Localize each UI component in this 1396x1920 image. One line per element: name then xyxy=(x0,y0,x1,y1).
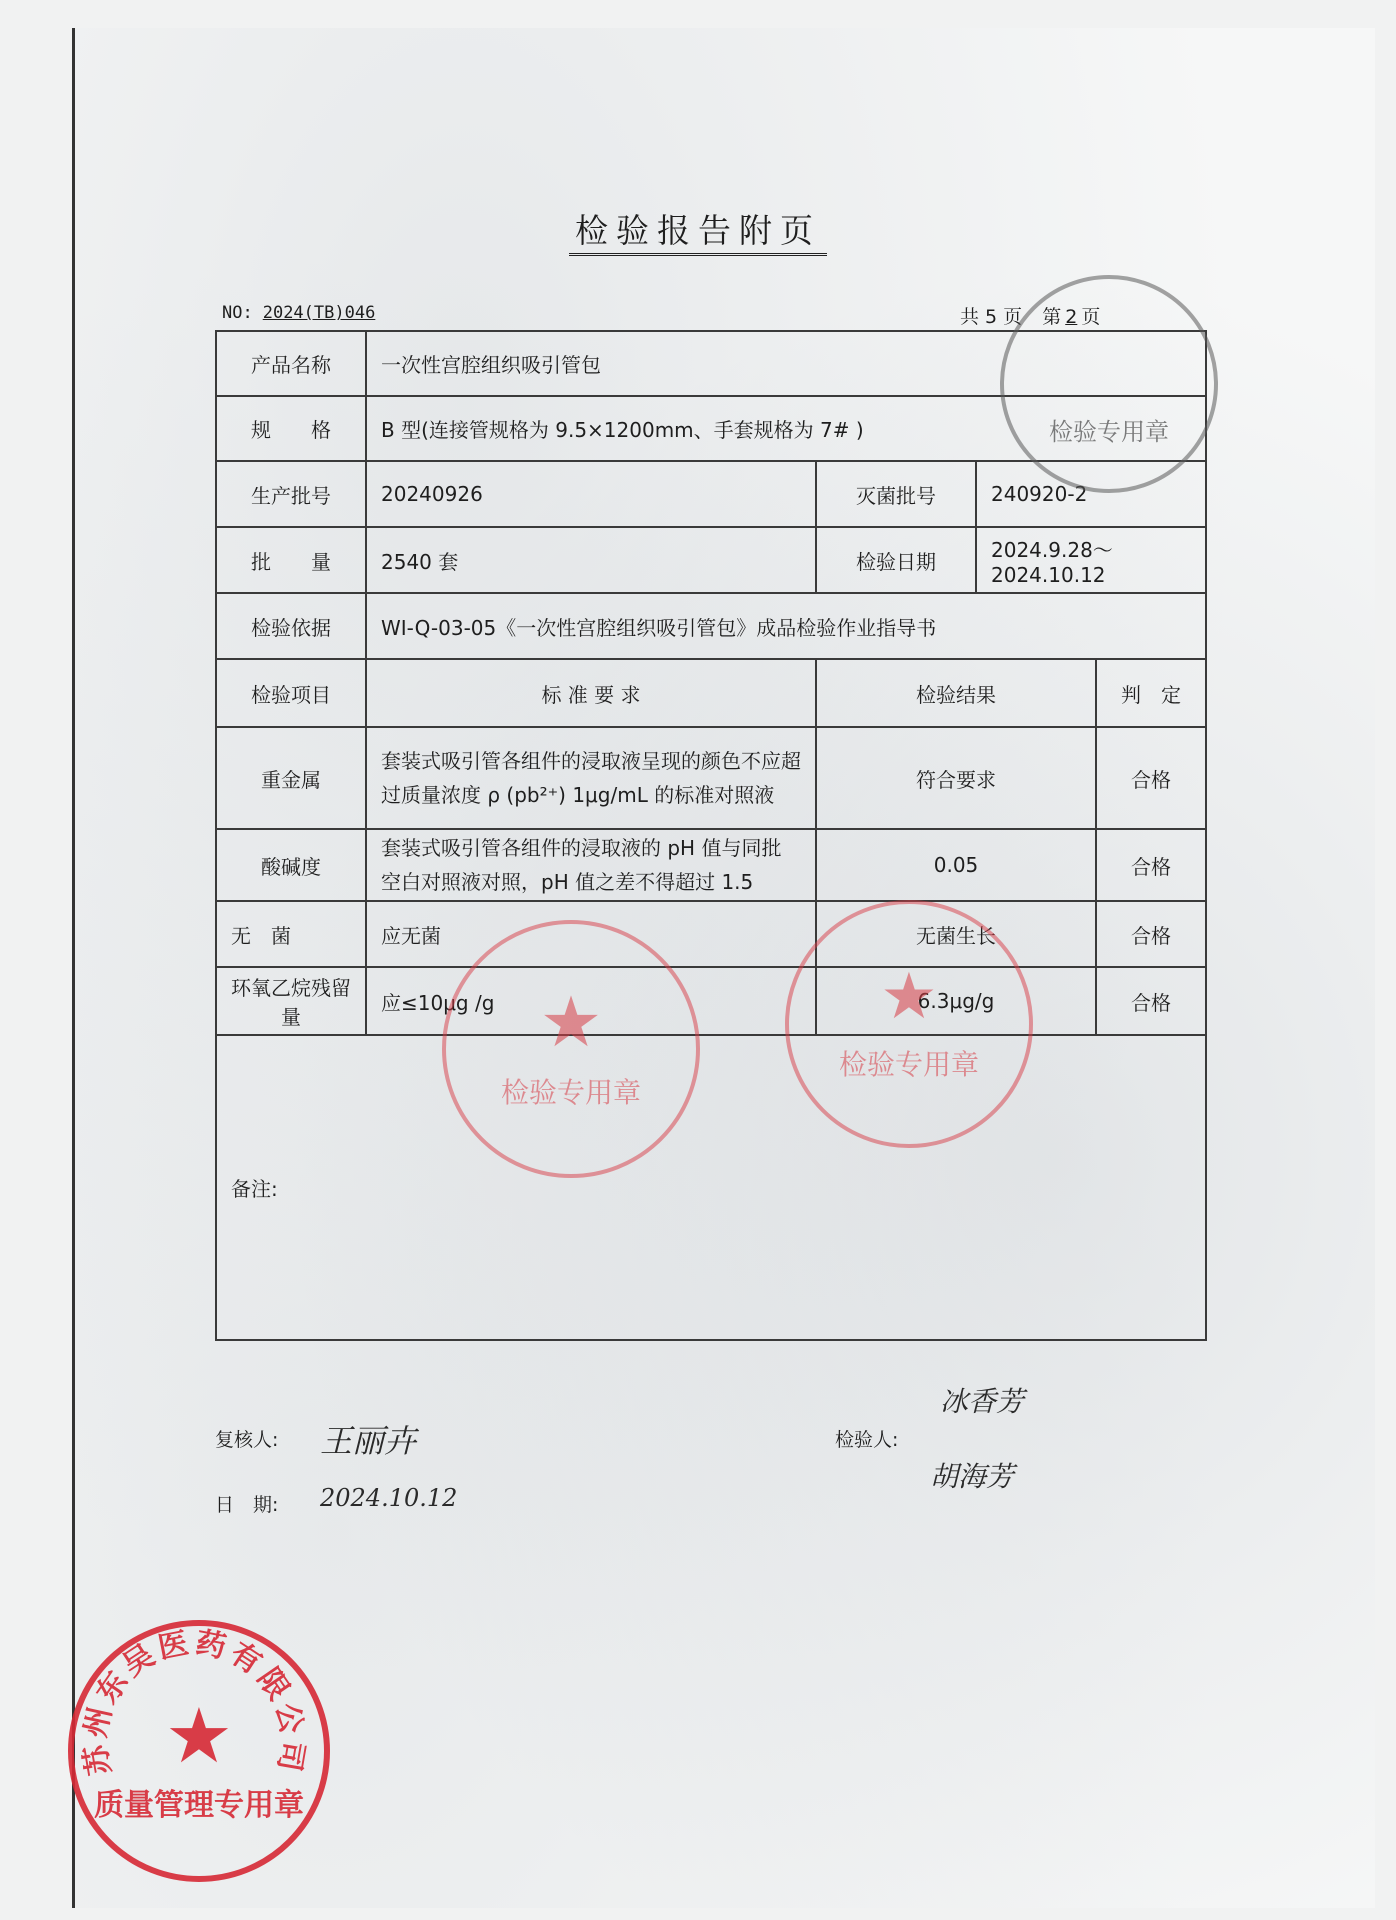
company-quality-seal xyxy=(68,1620,330,1882)
seal-company-name: 苏州东吴医药有限公司 xyxy=(77,1625,311,1778)
sterile-lot-value: 240920-2 xyxy=(976,461,1206,527)
results-header-row xyxy=(216,659,1206,727)
basis-label: 检验依据 xyxy=(216,593,366,659)
remark-label: 备注: xyxy=(216,1035,1206,1340)
requirement-cell: 应≤10μg /g xyxy=(366,967,816,1035)
lot-value: 20240926 xyxy=(366,461,816,527)
row-basis xyxy=(216,593,1206,659)
verdict-cell: 合格 xyxy=(1096,727,1206,829)
spec-value: B 型(连接管规格为 9.5×1200mm、手套规格为 7# ) xyxy=(366,396,1206,461)
seal-purpose: 质量管理专用章 xyxy=(94,1788,304,1823)
spec-label: 规 格 xyxy=(216,396,366,461)
table-row xyxy=(216,901,1206,967)
item-cell: 环氧乙烷残留量 xyxy=(216,967,366,1035)
page-title: 检验报告附页 xyxy=(0,205,1396,252)
reviewer-signature: 王丽卉 xyxy=(320,1422,417,1460)
remark-row xyxy=(216,1035,1206,1340)
product-name-label: 产品名称 xyxy=(216,331,366,396)
quantity-value: 2540 套 xyxy=(366,527,816,593)
inspection-seal-left: ★ 检验专用章 xyxy=(442,920,700,1178)
item-cell: 无 菌 xyxy=(216,901,366,967)
seal-ring-text xyxy=(68,1620,318,1870)
date-handwritten: 2024.10.12 xyxy=(320,1484,458,1512)
svg-text:苏州东吴医药有限公司 xyxy=(77,1625,311,1780)
item-cell: 酸碱度 xyxy=(216,829,366,901)
gray-inspection-seal: 检验专用章 xyxy=(1000,275,1218,493)
item-cell: 重金属 xyxy=(216,727,366,829)
table-row xyxy=(216,829,1206,901)
inspection-table xyxy=(215,330,1207,1341)
seal-star-icon: ★ xyxy=(164,1691,234,1780)
page-count: 共 5 页 第 2 页 xyxy=(960,306,1101,328)
basis-value: WI-Q-03-05《一次性宫腔组织吸引管包》成品检验作业指导书 xyxy=(366,593,1206,659)
header-requirement: 标 准 要 求 xyxy=(366,659,816,727)
inspector-label: 检验人: xyxy=(835,1429,899,1451)
inspector-signature-2: 胡海芳 xyxy=(930,1460,1015,1493)
result-cell: 0.05 xyxy=(816,829,1096,901)
header-item: 检验项目 xyxy=(216,659,366,727)
verdict-cell: 合格 xyxy=(1096,901,1206,967)
product-name-value: 一次性宫腔组织吸引管包 xyxy=(366,331,1206,396)
result-cell: 6.3μg/g xyxy=(816,967,1096,1035)
inspect-date-label: 检验日期 xyxy=(816,527,976,593)
quantity-label: 批 量 xyxy=(216,527,366,593)
requirement-cell: 套装式吸引管各组件的浸取液呈现的颜色不应超过质量浓度 ρ (pb²⁺) 1μg/mL 的标准对照液 xyxy=(366,727,816,829)
lot-label: 生产批号 xyxy=(216,461,366,527)
requirement-cell: 套装式吸引管各组件的浸取液的 pH 值与同批空白对照液对照，pH 值之差不得超过 1.5 xyxy=(366,829,816,901)
report-number: NO: 2024(TB)046 xyxy=(222,303,376,323)
inspect-date-value: 2024.9.28～ 2024.10.12 xyxy=(976,527,1206,593)
inspection-seal-right: ★ 检验专用章 xyxy=(785,900,1033,1148)
verdict-cell: 合格 xyxy=(1096,967,1206,1035)
sterile-lot-label: 灭菌批号 xyxy=(816,461,976,527)
result-cell: 无菌生长 xyxy=(816,901,1096,967)
verdict-cell: 合格 xyxy=(1096,829,1206,901)
header-verdict: 判 定 xyxy=(1096,659,1206,727)
result-cell: 符合要求 xyxy=(816,727,1096,829)
inspector-signature-1: 冰香芳 xyxy=(940,1385,1025,1418)
row-quantity xyxy=(216,527,1206,593)
header-result: 检验结果 xyxy=(816,659,1096,727)
date-label: 日 期: xyxy=(215,1494,279,1516)
reviewer-label: 复核人: xyxy=(215,1429,279,1451)
requirement-cell: 应无菌 xyxy=(366,901,816,967)
table-row xyxy=(216,967,1206,1035)
table-row xyxy=(216,727,1206,829)
